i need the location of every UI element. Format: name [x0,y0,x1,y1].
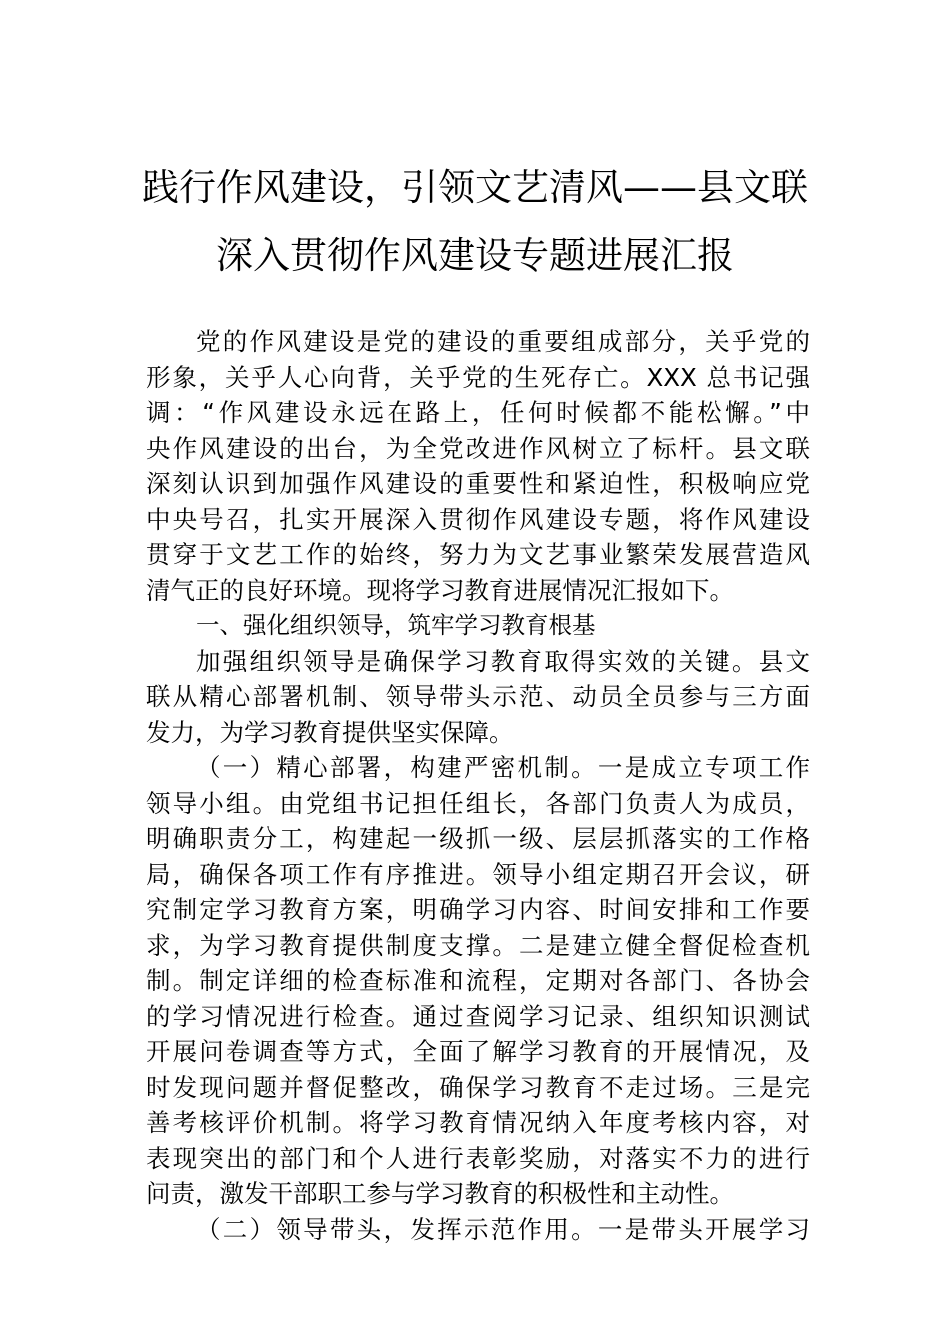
paragraph-line: 形象，关乎人心向背，关乎党的生死存亡。XXX 总书记强 [146,362,810,392]
paragraph-line: 的学习情况进行检查。通过查阅学习记录、组织知识测试 [146,1001,810,1031]
paragraph-line: 表现突出的部门和个人进行表彰奖励，对落实不力的进行 [146,1143,810,1173]
paragraph-line: 善考核评价机制。将学习教育情况纳入年度考核内容，对 [146,1108,810,1137]
paragraph-line: 领导小组。由党组书记担任组长，各部门负责人为成员， [146,788,810,818]
paragraph-line: 局，确保各项工作有序推进。领导小组定期召开会议，研 [146,859,810,889]
paragraph-line: 明确职责分工，构建起一级抓一级、层层抓落实的工作格 [146,824,810,853]
paragraph-line: 时发现问题并督促整改，确保学习教育不走过场。三是完 [146,1072,810,1102]
paragraph-line: 问责，激发干部职工参与学习教育的积极性和主动性。 [146,1179,734,1208]
paragraph-line: （二）领导带头，发挥示范作用。一是带头开展学习 [196,1214,810,1244]
section-heading: 一、强化组织领导，筑牢学习教育根基 [196,611,596,639]
paragraph-line: 调：“作风建设永远在路上，任何时候都不能松懈。”中 [146,398,810,427]
paragraph-line: 制。制定详细的检查标准和流程，定期对各部门、各协会 [146,966,810,995]
paragraph-line: 清气正的良好环境。现将学习教育进展情况汇报如下。 [146,575,734,605]
paragraph-line: 发力，为学习教育提供坚实保障。 [146,717,514,747]
paragraph-line: 央作风建设的出台，为全党改进作风树立了标杆。县文联 [146,433,810,463]
paragraph-line: 党的作风建设是党的建设的重要组成部分，关乎党的 [196,327,810,356]
document-title-line-2: 深入贯彻作风建设专题进展汇报 [216,234,734,277]
paragraph-line: （一）精心部署，构建严密机制。一是成立专项工作 [196,753,810,782]
document-body [146,324,810,1247]
paragraph-line: 究制定学习教育方案，明确学习内容、时间安排和工作要 [146,895,810,924]
paragraph-line: 开展问卷调查等方式，全面了解学习教育的开展情况，及 [146,1037,810,1066]
paragraph-line: 贯穿于文艺工作的始终，努力为文艺事业繁荣发展营造风 [146,540,810,569]
paragraph-line: 联从精心部署机制、领导带头示范、动员全员参与三方面 [146,682,810,711]
paragraph-line: 求，为学习教育提供制度支撑。二是建立健全督促检查机 [146,930,810,960]
document-title-line-1: 践行作风建设，引领文艺清风——县文联 [142,166,808,209]
paragraph-line: 中央号召，扎实开展深入贯彻作风建设专题，将作风建设 [146,504,810,534]
paragraph-line: 深刻认识到加强作风建设的重要性和紧迫性，积极响应党 [146,469,810,498]
paragraph-line: 加强组织领导是确保学习教育取得实效的关键。县文 [196,646,810,676]
